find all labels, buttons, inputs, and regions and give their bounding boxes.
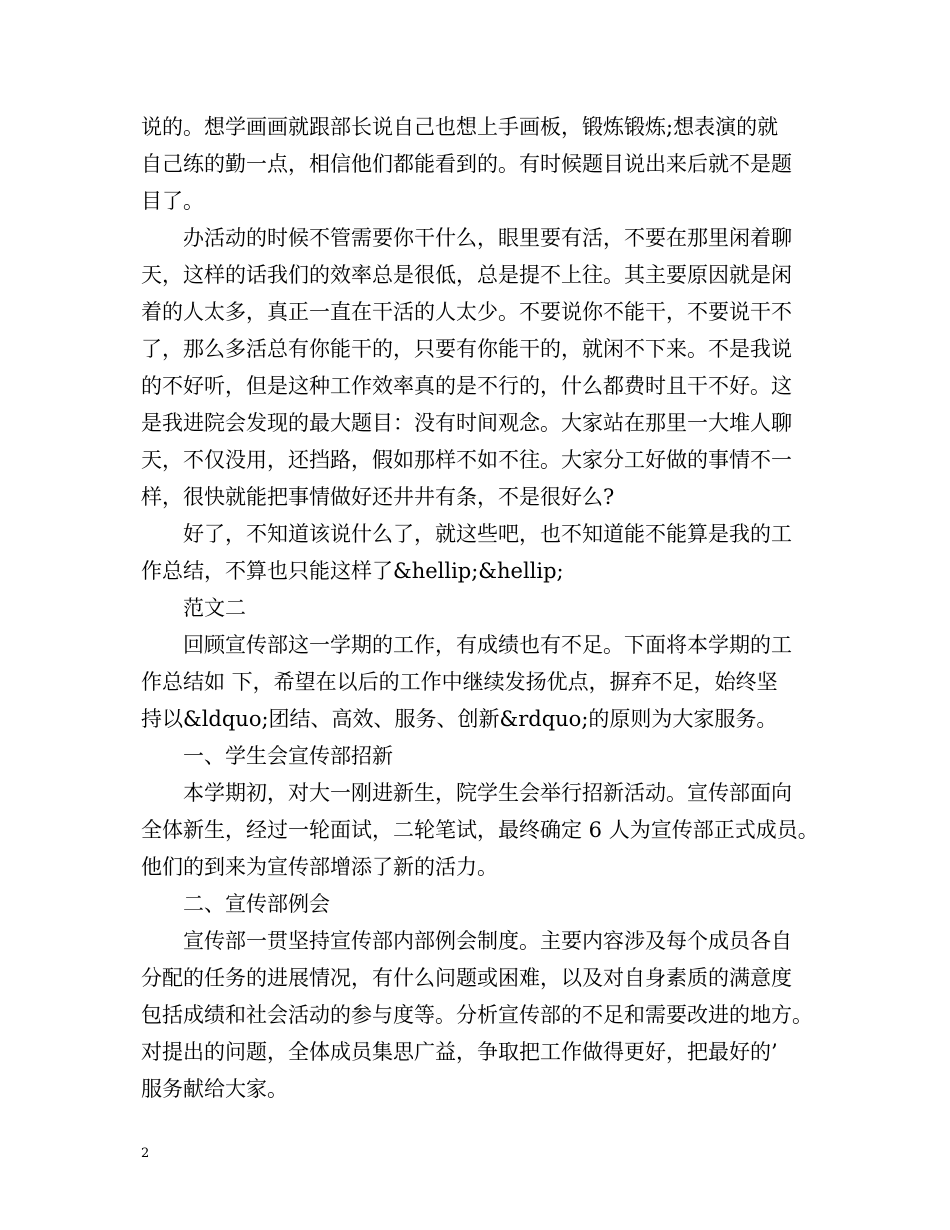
text-line: 持以&ldquo;团结、高效、服务、创新&rdquo;的原则为大家服务。: [141, 707, 778, 731]
text-line: 对提出的问题，全体成员集思广益，争取把工作做得更好，把最好的’: [141, 1040, 778, 1064]
text-line: 说的。想学画画就跟部长说自己也想上手画板，锻炼锻炼;想表演的就: [141, 115, 779, 139]
text-line: 目了。: [141, 189, 204, 213]
text-line: 办活动的时候不管需要你干什么，眼里要有活，不要在那里闲着聊: [183, 226, 792, 250]
text-line: 服务献给大家。: [141, 1077, 288, 1101]
text-line: 天，这样的话我们的效率总是很低，总是提不上往。其主要原因就是闲: [141, 263, 792, 287]
text-line: 二、宣传部例会: [183, 892, 330, 916]
text-line: 天，不仅没用，还挡路，假如那样不如不往。大家分工好做的事情不一: [141, 448, 792, 472]
page-number: 2: [141, 1146, 150, 1161]
text-line: 的不好听，但是这种工作效率真的是不行的，什么都费时且干不好。这: [141, 374, 792, 398]
text-line: 样，很快就能把事情做好还井井有条，不是很好么?: [141, 485, 615, 509]
text-line: 包括成绩和社会活动的参与度等。分析宣传部的不足和需要改进的地方。: [141, 1003, 813, 1027]
text-line: 作总结，不算也只能这样了&hellip;&hellip;: [141, 559, 564, 583]
text-line: 全体新生，经过一轮面试，二轮笔试，最终确定 6 人为宣传部正式成员。: [141, 818, 819, 842]
text-line: 自己练的勤一点，相信他们都能看到的。有时候题目说出来后就不是题: [141, 152, 792, 176]
text-line: 宣传部一贯坚持宣传部内部例会制度。主要内容涉及每个成员各自: [183, 929, 792, 953]
text-line: 着的人太多，真正一直在干活的人太少。不要说你不能干，不要说干不: [141, 300, 792, 324]
text-line: 好了，不知道该说什么了，就这些吧，也不知道能不能算是我的工: [183, 522, 792, 546]
text-line: 本学期初，对大一刚进新生，院学生会举行招新活动。宣传部面向: [183, 781, 792, 805]
text-line: 范文二: [183, 596, 246, 620]
document-body: [141, 109, 841, 1108]
text-line: 回顾宣传部这一学期的工作，有成绩也有不足。下面将本学期的工: [183, 633, 792, 657]
text-line: 作总结如 下，希望在以后的工作中继续发扬优点，摒弃不足，始终坚: [141, 670, 778, 694]
text-line: 一、学生会宣传部招新: [183, 744, 393, 768]
text-line: 是我进院会发现的最大题目：没有时间观念。大家站在那里一大堆人聊: [141, 411, 792, 435]
text-line: 他们的到来为宣传部增添了新的活力。: [141, 855, 498, 879]
text-line: 了，那么多活总有你能干的，只要有你能干的，就闲不下来。不是我说: [141, 337, 792, 361]
text-line: 分配的任务的进展情况，有什么问题或困难，以及对自身素质的满意度: [141, 966, 792, 990]
